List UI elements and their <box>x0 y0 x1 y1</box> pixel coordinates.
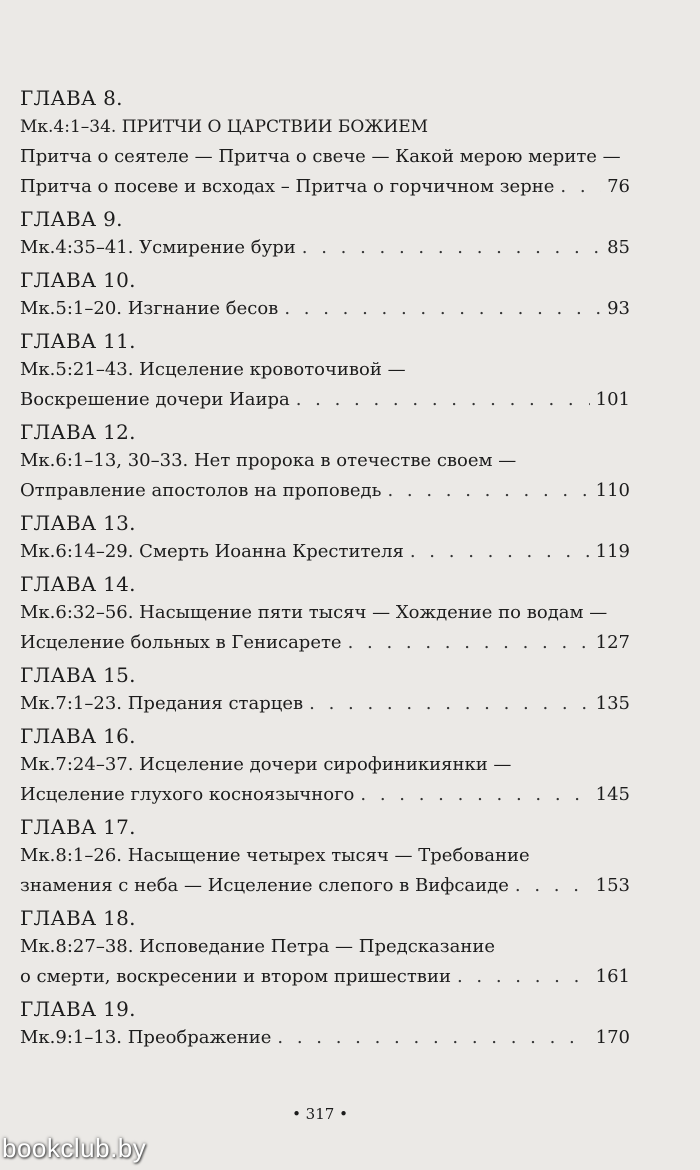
dot-leader <box>277 1023 589 1053</box>
entry-text: Исцеление больных в Генисарете <box>20 632 342 653</box>
entry-text: Мк.9:1–13. Преображение <box>20 1027 272 1048</box>
chapter-title: ГЛАВА 13. <box>20 511 136 535</box>
dot-leader <box>348 628 590 658</box>
chapter-title: ГЛАВА 17. <box>20 815 136 839</box>
chapter-line: Мк.4:1–34. ПРИТЧИ О ЦАРСТВИИ БОЖИЕМ <box>20 117 429 137</box>
chapter-line: Мк.8:1–26. Насыщение четырех тысяч — Требование <box>20 845 530 866</box>
entry-text: Мк.6:14–29. Смерть Иоанна Крестителя <box>20 541 404 562</box>
dot-leader <box>302 233 601 263</box>
chapter-title: ГЛАВА 8. <box>20 86 123 110</box>
toc-entry <box>20 628 630 658</box>
toc-entry <box>20 962 630 992</box>
dot-leader <box>360 780 589 810</box>
entry-page-number: 135 <box>595 693 630 714</box>
chapter-line: Притча о сеятеле — Притча о свече — Какой мерою мерите — <box>20 146 621 167</box>
entry-page-number: 170 <box>595 1027 630 1048</box>
entry-page-number: 161 <box>595 966 630 987</box>
dot-leader <box>515 871 590 901</box>
entry-page-number: 76 <box>607 176 630 197</box>
toc-chapter <box>20 570 630 658</box>
toc-chapter <box>20 722 630 810</box>
dot-leader <box>296 385 590 415</box>
toc-chapter <box>20 205 630 263</box>
toc-entry <box>20 537 630 567</box>
toc-chapter <box>20 418 630 506</box>
toc-chapter <box>20 84 630 202</box>
page-number: • 317 • <box>292 1105 348 1123</box>
entry-text: Мк.7:1–23. Предания старцев <box>20 693 304 714</box>
chapter-title: ГЛАВА 14. <box>20 572 136 596</box>
dot-leader <box>457 962 590 992</box>
toc-entry <box>20 294 630 324</box>
chapter-title: ГЛАВА 16. <box>20 724 136 748</box>
entry-page-number: 119 <box>595 541 630 562</box>
chapter-title: ГЛАВА 11. <box>20 329 136 353</box>
chapter-line: Мк.7:24–37. Исцеление дочери сирофиникиянки — <box>20 754 512 775</box>
chapter-title: ГЛАВА 15. <box>20 663 136 687</box>
toc-entry <box>20 780 630 810</box>
entry-page-number: 153 <box>595 875 630 896</box>
dot-leader <box>560 172 601 202</box>
toc-chapter <box>20 327 630 415</box>
entry-text: Исцеление глухого косноязычного <box>20 784 355 805</box>
dot-leader <box>284 294 601 324</box>
chapter-title: ГЛАВА 18. <box>20 906 136 930</box>
dot-leader <box>410 537 590 567</box>
entry-page-number: 145 <box>595 784 630 805</box>
chapter-line: Мк.6:1–13, 30–33. Нет пророка в отечестве своем — <box>20 450 517 471</box>
chapter-line: Мк.8:27–38. Исповедание Петра — Предсказание <box>20 936 495 957</box>
dot-leader <box>387 476 589 506</box>
entry-page-number: 127 <box>595 632 630 653</box>
entry-text: о смерти, воскресении и втором пришествии <box>20 966 451 987</box>
entry-page-number: 93 <box>607 298 630 319</box>
chapter-title: ГЛАВА 12. <box>20 420 136 444</box>
entry-text: Притча о посеве и всходах – Притча о горчичном зерне <box>20 176 555 197</box>
table-of-contents <box>20 84 630 1056</box>
entry-text: Отправление апостолов на проповедь <box>20 480 382 501</box>
chapter-title: ГЛАВА 19. <box>20 997 136 1021</box>
toc-chapter <box>20 661 630 719</box>
toc-entry <box>20 233 630 263</box>
chapter-title: ГЛАВА 9. <box>20 207 123 231</box>
entry-text: Мк.5:1–20. Изгнание бесов <box>20 298 279 319</box>
toc-entry <box>20 476 630 506</box>
entry-text: знамения с неба — Исцеление слепого в Вифсаиде <box>20 875 509 896</box>
dot-leader <box>309 689 590 719</box>
entry-page-number: 110 <box>595 480 630 501</box>
entry-text: Воскрешение дочери Иаира <box>20 389 290 410</box>
toc-chapter <box>20 904 630 992</box>
chapter-title: ГЛАВА 10. <box>20 268 136 292</box>
toc-chapter <box>20 509 630 567</box>
entry-page-number: 85 <box>607 237 630 258</box>
toc-chapter <box>20 266 630 324</box>
chapter-line: Мк.6:32–56. Насыщение пяти тысяч — Хождение по водам — <box>20 602 608 623</box>
watermark-logo: bookclub.by <box>2 1133 147 1163</box>
toc-entry <box>20 871 630 901</box>
toc-chapter <box>20 995 630 1053</box>
toc-entry <box>20 1023 630 1053</box>
toc-entry <box>20 689 630 719</box>
entry-page-number: 101 <box>595 389 630 410</box>
toc-entry <box>20 385 630 415</box>
toc-entry <box>20 172 630 202</box>
chapter-line: Мк.5:21–43. Исцеление кровоточивой — <box>20 359 406 380</box>
entry-text: Мк.4:35–41. Усмирение бури <box>20 237 296 258</box>
toc-chapter <box>20 813 630 901</box>
